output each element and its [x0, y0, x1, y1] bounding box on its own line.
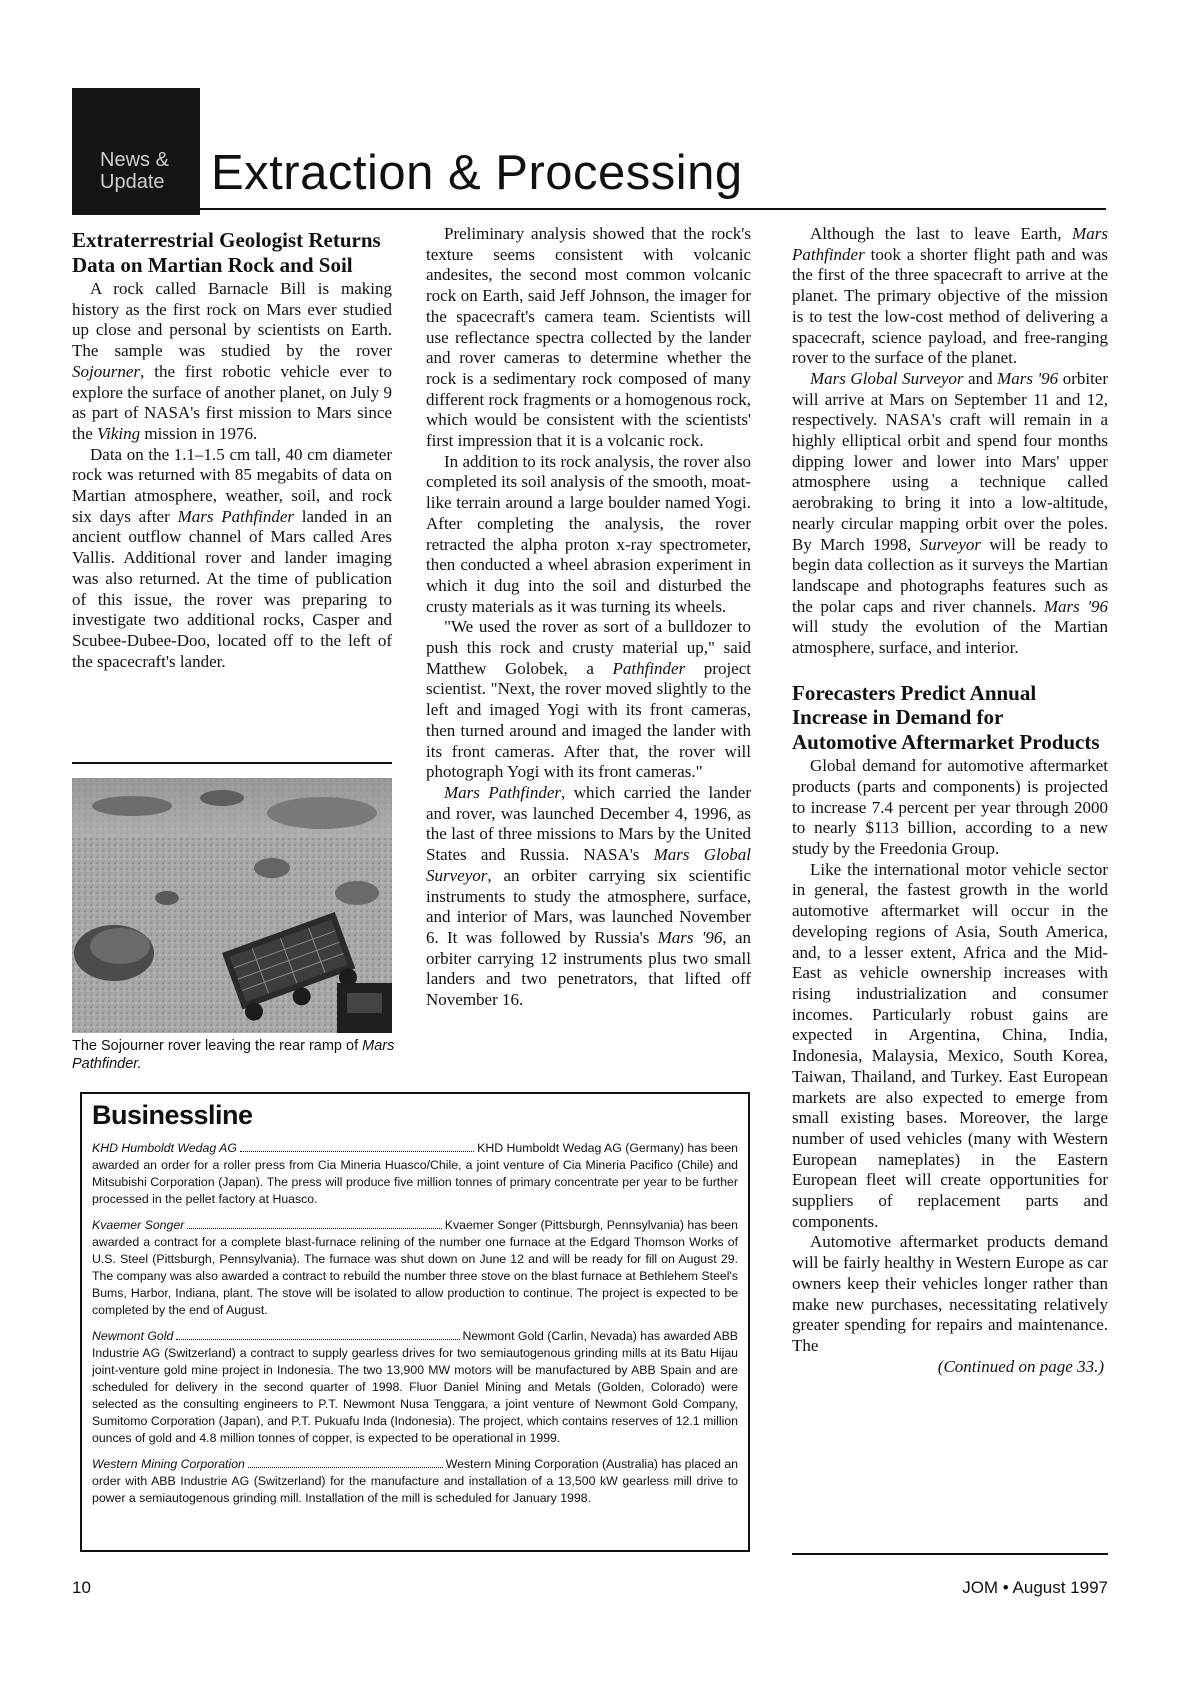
- article-paragraph: Mars Pathfinder, which carried the lander and rover, was launched December 4, 1996, as the last of three missions to Mars by the United States and Russia. NASA's Mars Global Surveyor, an orbiter carrying six scientific instruments to study the atmosphere, surface, and interior of Mars, was launched November 6. It was followed by Russia's Mars '96, an orbiter carrying 12 instruments plus two small landers and two penetrators, that lifted off November 16.: [426, 782, 751, 1010]
- article-paragraph: Like the international motor vehicle sector in general, the fastest growth in the world automotive aftermarket will occur in the developing regions of Asia, South America, and, to a lesser extent, Africa and the Mid-East as vehicle ownership increases with rising industrialization and consumer incomes. Particularly robust gains are expected in Argentina, China, India, Indonesia, Malaysia, Mexico, South Korea, Taiwan, Thailand, and Turkey. East European markets are also expected to emerge from small existing bases. Moreover, the large number of used vehicles (many with Western European nameplates) in the Eastern European fleet will create opportunities for suppliers of replacement parts and components.: [792, 859, 1108, 1231]
- entry-body: awarded an order for a roller press from Cia Mineria Huasco/Chile, a joint venture of Cia Mineria Pacifico (Chile) and Mitsubishi Corporation (Japan). The press will produce five million tonnes of primary concentrate per year to be further processed in the pellet factory at Huasco.: [92, 1158, 738, 1206]
- entry-first-line: Newmont Gold (Carlin, Nevada) has awarded ABB: [462, 1329, 738, 1343]
- article-headline-mars: Extraterrestrial Geologist Returns Data on Martian Rock and Soil: [72, 228, 381, 277]
- businessline-entry: [92, 1140, 738, 1208]
- entry-first-line: Kvaemer Songer (Pittsburgh, Pennsylvania) has been: [444, 1218, 738, 1232]
- mars-rover-photo: [72, 778, 392, 1033]
- article-paragraph: Global demand for automotive aftermarket products (parts and components) is projected to increase 7.4 percent per year through 2000 to nearly $113 billion, according to a new study by the Freedonia Group.: [792, 756, 1108, 859]
- section-title: Extraction & Processing: [211, 146, 743, 200]
- entry-body: Industrie AG (Switzerland) a contract to supply gearless drives for two semiautogenous grinding mills at its Batu Hijau joint-venture gold mine project in Indonesia. The two 13,900 MW motors will be manufactured by ABB Spain and are scheduled for delivery in the second quarter of 1998. Fluor Daniel Mining and Metals (Golden, Colorado) were selected as the consulting engineers to P.T. Newmont Nusa Tenggara, a joint venture of Newmont Gold Company, Sumitomo Corporation (Japan), and P.T. Pukuafu Inda (Indonesia). The project, which contains reserves of 12.1 million ounces of gold and 4.8 million tonnes of copper, is expected to be operational in 1999.: [92, 1346, 738, 1445]
- businessline-entry: [92, 1217, 738, 1319]
- photo-rule: [72, 762, 392, 764]
- businessline-title: Businessline: [92, 1100, 253, 1130]
- entry-first-line: KHD Humboldt Wedag AG (Germany) has been: [477, 1141, 738, 1155]
- businessline-entry: [92, 1456, 738, 1507]
- entry-first-line: Western Mining Corporation (Australia) has placed an: [445, 1457, 738, 1471]
- article-paragraph: Mars Global Surveyor and Mars '96 orbiter will arrive at Mars on September 11 and 12, respectively. NASA's craft will remain in a highly elliptical orbit and spend four months dipping lower and lower into Mars' upper atmosphere using a technique called aerobraking to bring it into a low-altitude, nearly circular mapping orbit over the poles. By March 1998, Surveyor will be ready to begin data collection as it surveys the Martian landscape and photographs features such as the polar caps and river channels. Mars '96 will study the evolution of the Martian atmosphere, surface, and interior.: [792, 368, 1109, 658]
- entry-body: order with ABB Industrie AG (Switzerland) for the manufacture and installation of a 13,500 kW gearless mill drive to power a semiautogenous grinding mill. Installation of the mill is scheduled for January 1998.: [92, 1474, 738, 1505]
- article-paragraph: "We used the rover as sort of a bulldozer to push this rock and crusty material up," said Matthew Golobek, a Pathfinder project scientist. "Next, the rover moved slightly to the left and imaged Yogi with its front cameras, then turned around and imaged the lander with its front cameras. After that, the rover will photograph Yogi with its front cameras.": [426, 617, 751, 782]
- leader-dots: [240, 1151, 474, 1152]
- entry-body: awarded a contract for a complete blast-furnace relining of the number one furnace at the Edgard Thomson Works of U.S. Steel (Pittsburgh, Pennsylvania). The furnace was shut down on June 12 and will be ready for fill on August 29. The company was also awarded a contract to rebuild the number three stove on the blast furnace at Bethlehem Steel's Bums, Harbor, Indiana, plant. The stove will be isolated to allow production to continue. The project is expected to be completed by the end of August.: [92, 1235, 738, 1317]
- continued-note: (Continued on page 33.): [937, 1356, 1104, 1376]
- article-paragraph: In addition to its rock analysis, the rover also completed its soil analysis of the smooth, moat-like terrain around a large boulder named Yogi. After completing the analysis, the rover retracted the alpha proton x-ray spectrometer, then conducted a wheel abrasion experiment in which it dug into the soil and disturbed the crusty materials as it was turning its wheels.: [426, 451, 751, 616]
- article-paragraph: Automotive aftermarket products demand will be fairly healthy in Western Europe as car owners keep their vehicles longer rather than make new purchases, necessitating relatively greater spending for repairs and maintenance. The: [792, 1232, 1108, 1355]
- entry-company: Newmont Gold: [92, 1329, 174, 1343]
- article-paragraph: A rock called Barnacle Bill is making history as the first rock on Mars ever studied up close and personal by scientists on Earth. The sample was studied by the rover Sojourner, the first robotic vehicle ever to explore the surface of another planet, on July 9 as part of NASA's first mission to Mars since the Viking mission in 1976.: [72, 279, 392, 443]
- section-badge-label: News & Update: [100, 149, 169, 193]
- entry-company: Kvaemer Songer: [92, 1218, 185, 1232]
- leader-dots: [187, 1228, 441, 1229]
- businessline-entries: [92, 1140, 738, 1516]
- column-3: [792, 224, 1108, 1377]
- article-paragraph: Although the last to leave Earth, Mars Pathfinder took a shorter flight path and was the first of the three spacecraft to arrive at the planet. The primary objective of the mission is to test the low-cost method of delivering a spacecraft, science payload, and free-ranging rover to the surface of the planet.: [792, 224, 1108, 368]
- column-1: [72, 228, 392, 672]
- column-2: [426, 224, 751, 1011]
- journal-info: JOM • August 1997: [962, 1578, 1108, 1597]
- entry-company: Western Mining Corporation: [92, 1457, 245, 1471]
- businessline-box: [80, 1092, 750, 1552]
- page-number: 10: [72, 1578, 91, 1597]
- article-headline-automotive: Forecasters Predict Annual Increase in Demand for Automotive Aftermarket Products: [792, 680, 1100, 754]
- section-badge: [72, 88, 200, 215]
- header-rule: [200, 208, 1106, 210]
- businessline-entry: [92, 1328, 738, 1447]
- article-paragraph: Data on the 1.1–1.5 cm tall, 40 cm diameter rock was returned with 85 megabits of data on Martian atmosphere, weather, soil, and rock six days after Mars Pathfinder landed in an ancient outflow channel of Mars called Ares Vallis. Additional rover and lander imaging was also returned. At the time of publication of this issue, the rover was preparing to investigate two additional rocks, Casper and Scubee-Dubee-Doo, located off to the left of the spacecraft's lander.: [72, 444, 392, 671]
- photo-caption: The Sojourner rover leaving the rear ramp of Mars Pathfinder.: [72, 1038, 395, 1072]
- article-paragraph: Preliminary analysis showed that the rock's texture seems consistent with volcanic andesites, the second most common volcanic rock on Earth, said Jeff Johnson, the imager for the spacecraft's camera team. Scientists will use reflectance spectra collected by the lander and rover cameras to determine whether the rock is a sedimentary rock composed of many different rock fragments or a homogenous rock, which would be consistent with the scientists' first impression that it is a volcanic rock.: [426, 224, 751, 451]
- leader-dots: [176, 1339, 459, 1340]
- entry-company: KHD Humboldt Wedag AG: [92, 1141, 237, 1155]
- leader-dots: [248, 1467, 443, 1468]
- column-end-rule: [792, 1553, 1108, 1555]
- mars-rover-image: [72, 778, 392, 1033]
